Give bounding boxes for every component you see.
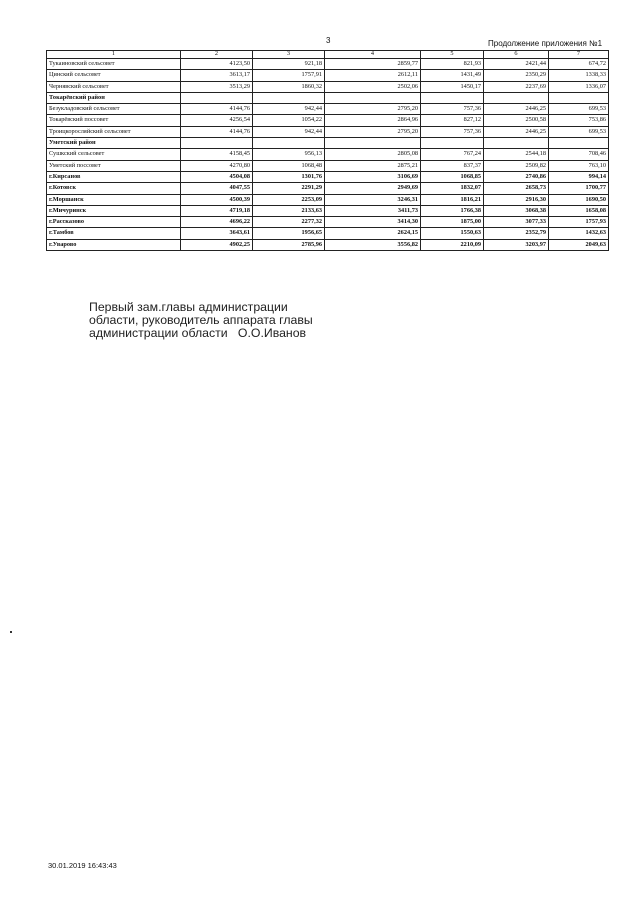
value-cell: 3246,31 — [325, 194, 421, 205]
table-row — [47, 149, 609, 160]
value-cell: 3411,73 — [325, 205, 421, 216]
row-name-cell: Уметский поссовет — [47, 160, 181, 171]
value-cell: 2277,32 — [253, 217, 325, 228]
value-cell: 2237,69 — [484, 81, 549, 92]
row-name-cell: г.Кирсанов — [47, 171, 181, 182]
value-cell: 1832,07 — [421, 183, 484, 194]
value-cell: 4902,25 — [181, 239, 253, 250]
value-cell — [325, 138, 421, 149]
value-cell: 3106,69 — [325, 171, 421, 182]
column-header: 1 — [47, 51, 181, 59]
value-cell: 1875,00 — [421, 217, 484, 228]
value-cell — [325, 92, 421, 103]
value-cell: 2350,29 — [484, 70, 549, 81]
value-cell: 3643,61 — [181, 228, 253, 239]
value-cell: 3513,29 — [181, 81, 253, 92]
table-body — [47, 59, 609, 251]
signature-line: Первый зам.главы администрации — [89, 300, 288, 314]
value-cell: 4158,45 — [181, 149, 253, 160]
value-cell: 4504,08 — [181, 171, 253, 182]
table-row — [47, 115, 609, 126]
value-cell: 1431,49 — [421, 70, 484, 81]
value-cell — [484, 92, 549, 103]
value-cell: 2421,44 — [484, 59, 549, 70]
column-header: 3 — [253, 51, 325, 59]
value-cell: 3068,38 — [484, 205, 549, 216]
value-cell: 2500,58 — [484, 115, 549, 126]
row-name-cell: Безукладовский сельсовет — [47, 104, 181, 115]
table-header-row — [47, 51, 609, 59]
value-cell: 753,86 — [549, 115, 609, 126]
table-row — [47, 104, 609, 115]
value-cell: 1690,50 — [549, 194, 609, 205]
table-row — [47, 239, 609, 250]
table-row — [47, 70, 609, 81]
column-header: 2 — [181, 51, 253, 59]
value-cell: 821,93 — [421, 59, 484, 70]
table-row — [47, 81, 609, 92]
value-cell: 4719,18 — [181, 205, 253, 216]
value-cell: 2544,18 — [484, 149, 549, 160]
value-cell: 4270,80 — [181, 160, 253, 171]
value-cell: 763,10 — [549, 160, 609, 171]
value-cell: 4500,39 — [181, 194, 253, 205]
value-cell: 767,24 — [421, 149, 484, 160]
value-cell: 3556,82 — [325, 239, 421, 250]
table-row — [47, 59, 609, 70]
value-cell: 2740,86 — [484, 171, 549, 182]
row-name-cell: Троицкоросляйский сельсовет — [47, 126, 181, 137]
value-cell: 4256,54 — [181, 115, 253, 126]
value-cell — [549, 92, 609, 103]
value-cell: 1336,07 — [549, 81, 609, 92]
value-cell: 2291,29 — [253, 183, 325, 194]
value-cell: 699,53 — [549, 126, 609, 137]
row-name-cell: Токарёвский район — [47, 92, 181, 103]
row-name-cell: Сушкский сельсовет — [47, 149, 181, 160]
value-cell: 2049,63 — [549, 239, 609, 250]
table-row — [47, 126, 609, 137]
value-cell: 2916,30 — [484, 194, 549, 205]
row-name-cell: Уметский район — [47, 138, 181, 149]
value-cell: 2805,08 — [325, 149, 421, 160]
print-timestamp: 30.01.2019 16:43:43 — [48, 861, 117, 870]
row-name-cell: Цинский сельсовет — [47, 70, 181, 81]
value-cell: 2624,15 — [325, 228, 421, 239]
value-cell: 956,13 — [253, 149, 325, 160]
value-cell: 2352,79 — [484, 228, 549, 239]
value-cell: 3613,17 — [181, 70, 253, 81]
table-row — [47, 183, 609, 194]
row-name-cell: г.Рассказово — [47, 217, 181, 228]
value-cell: 1054,22 — [253, 115, 325, 126]
value-cell: 2795,20 — [325, 104, 421, 115]
value-cell: 2210,09 — [421, 239, 484, 250]
value-cell: 2612,11 — [325, 70, 421, 81]
table-row — [47, 138, 609, 149]
table-row — [47, 194, 609, 205]
value-cell: 1550,63 — [421, 228, 484, 239]
margin-dot — [10, 631, 12, 633]
value-cell: 2502,06 — [325, 81, 421, 92]
value-cell — [181, 92, 253, 103]
row-name-cell: Тукаиновский сельсовет — [47, 59, 181, 70]
value-cell: 699,53 — [549, 104, 609, 115]
value-cell: 2785,96 — [253, 239, 325, 250]
value-cell: 708,46 — [549, 149, 609, 160]
value-cell — [181, 138, 253, 149]
value-cell: 2658,73 — [484, 183, 549, 194]
value-cell: 921,18 — [253, 59, 325, 70]
value-cell: 1700,77 — [549, 183, 609, 194]
value-cell: 994,14 — [549, 171, 609, 182]
value-cell: 1432,63 — [549, 228, 609, 239]
value-cell — [421, 92, 484, 103]
value-cell: 1658,08 — [549, 205, 609, 216]
value-cell — [253, 92, 325, 103]
column-header: 7 — [549, 51, 609, 59]
value-cell: 757,36 — [421, 126, 484, 137]
value-cell: 2509,82 — [484, 160, 549, 171]
tariff-table — [46, 50, 609, 251]
row-name-cell: Токарёвский поссовет — [47, 115, 181, 126]
value-cell: 1338,33 — [549, 70, 609, 81]
row-name-cell: Чернявский сельсовет — [47, 81, 181, 92]
value-cell: 2795,20 — [325, 126, 421, 137]
column-header: 6 — [484, 51, 549, 59]
table-row — [47, 92, 609, 103]
value-cell: 4144,76 — [181, 104, 253, 115]
value-cell: 4123,50 — [181, 59, 253, 70]
value-cell: 827,12 — [421, 115, 484, 126]
value-cell: 2446,25 — [484, 104, 549, 115]
value-cell: 1068,85 — [421, 171, 484, 182]
value-cell: 1757,93 — [549, 217, 609, 228]
value-cell: 2949,69 — [325, 183, 421, 194]
value-cell: 1860,32 — [253, 81, 325, 92]
row-name-cell: г.Котовск — [47, 183, 181, 194]
value-cell: 3203,97 — [484, 239, 549, 250]
value-cell: 1068,48 — [253, 160, 325, 171]
table-row — [47, 160, 609, 171]
value-cell: 1757,91 — [253, 70, 325, 81]
value-cell: 2859,77 — [325, 59, 421, 70]
value-cell: 4047,55 — [181, 183, 253, 194]
row-name-cell: г.Моршанск — [47, 194, 181, 205]
value-cell: 942,44 — [253, 126, 325, 137]
value-cell: 2875,21 — [325, 160, 421, 171]
table-row — [47, 217, 609, 228]
value-cell: 3414,30 — [325, 217, 421, 228]
value-cell — [253, 138, 325, 149]
value-cell: 4144,76 — [181, 126, 253, 137]
value-cell: 837,37 — [421, 160, 484, 171]
column-header: 4 — [325, 51, 421, 59]
signature-block — [89, 301, 313, 340]
page-number: 3 — [326, 36, 331, 45]
value-cell: 757,36 — [421, 104, 484, 115]
value-cell: 1450,17 — [421, 81, 484, 92]
value-cell: 674,72 — [549, 59, 609, 70]
signature-line: администрации области О.О.Иванов — [89, 326, 307, 340]
value-cell: 1816,21 — [421, 194, 484, 205]
table-row — [47, 228, 609, 239]
value-cell: 1956,65 — [253, 228, 325, 239]
table-row — [47, 205, 609, 216]
value-cell: 2133,63 — [253, 205, 325, 216]
continuation-label: Продолжение приложения №1 — [488, 39, 603, 48]
value-cell: 4696,22 — [181, 217, 253, 228]
value-cell: 942,44 — [253, 104, 325, 115]
row-name-cell: г.Мичуринск — [47, 205, 181, 216]
row-name-cell: г.Тамбов — [47, 228, 181, 239]
value-cell — [484, 138, 549, 149]
value-cell: 2446,25 — [484, 126, 549, 137]
table-row — [47, 171, 609, 182]
value-cell: 3077,33 — [484, 217, 549, 228]
row-name-cell: г.Уварово — [47, 239, 181, 250]
value-cell — [421, 138, 484, 149]
value-cell: 2864,96 — [325, 115, 421, 126]
value-cell: 2253,09 — [253, 194, 325, 205]
value-cell: 1301,76 — [253, 171, 325, 182]
value-cell: 1766,38 — [421, 205, 484, 216]
signature-line: области, руководитель аппарата главы — [89, 313, 313, 327]
value-cell — [549, 138, 609, 149]
column-header: 5 — [421, 51, 484, 59]
